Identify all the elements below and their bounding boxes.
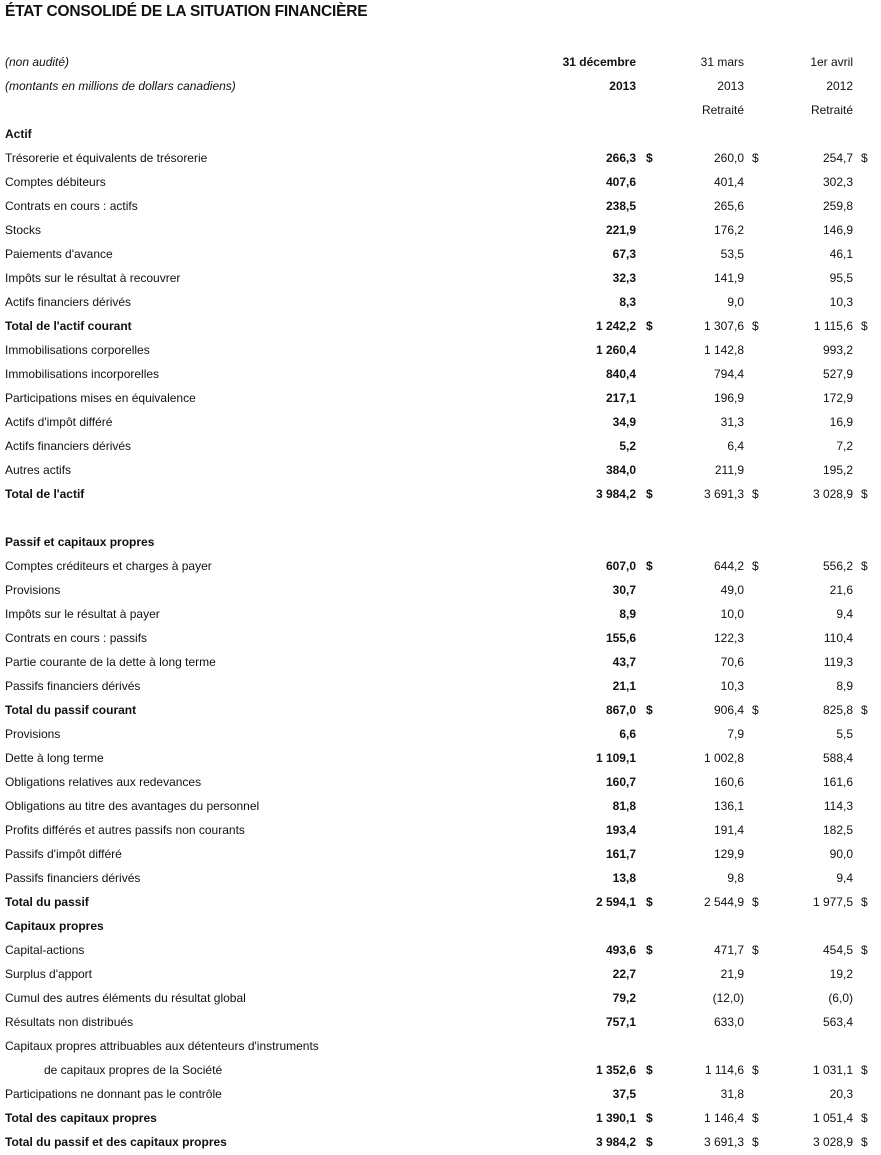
value-mar-2013: 49,0 (720, 583, 744, 597)
table-row (0, 290, 881, 314)
row-label: Paiements d'avance (5, 247, 113, 261)
row-label: Capitaux propres attribuables aux détenteurs d'instruments (5, 1039, 319, 1053)
value-mar-2013: 644,2 (713, 559, 744, 573)
value-dec-2013: 607,0 (605, 559, 636, 573)
row-label: Provisions (5, 583, 61, 597)
row-label: Passifs financiers dérivés (5, 871, 141, 885)
section-heading: Capitaux propres (5, 919, 104, 933)
value-apr-2012: 110,4 (823, 631, 853, 645)
table-row (0, 242, 881, 266)
value-dec-2013: 160,7 (605, 775, 636, 789)
table-row (0, 170, 881, 194)
value-mar-2013: 471,7 (713, 943, 744, 957)
value-dec-2013: 3 984,2 (595, 1135, 636, 1149)
row-label: Immobilisations incorporelles (5, 367, 160, 381)
value-dec-2013: 32,3 (612, 271, 636, 285)
currency-symbol: $ (752, 151, 759, 165)
currency-symbol: $ (646, 559, 653, 573)
header-col3-restated: Retraité (810, 103, 853, 117)
table-row (0, 674, 881, 698)
value-mar-2013: 265,6 (713, 199, 744, 213)
value-dec-2013: 1 260,4 (595, 343, 636, 357)
currency-symbol: $ (861, 703, 868, 717)
value-dec-2013: 867,0 (605, 703, 636, 717)
row-label: Résultats non distribués (5, 1015, 134, 1029)
row-label: Obligations au titre des avantages du personnel (5, 799, 260, 813)
currency-symbol: $ (752, 943, 759, 957)
total-row (0, 698, 881, 722)
currency-symbol: $ (646, 943, 653, 957)
header-row-3 (0, 98, 881, 122)
currency-symbol: $ (861, 1111, 868, 1125)
header-note-units: (montants en millions de dollars canadiens) (5, 79, 236, 93)
section-heading: Actif (5, 127, 32, 141)
value-dec-2013: 2 594,1 (595, 895, 636, 909)
table-row (0, 842, 881, 866)
row-label: Total du passif (5, 895, 89, 909)
header-col2-restated: Retraité (701, 103, 744, 117)
value-apr-2012: 90,0 (829, 847, 853, 861)
value-mar-2013: 401,4 (713, 175, 744, 189)
value-apr-2012: 95,5 (829, 271, 853, 285)
value-dec-2013: 757,1 (605, 1015, 636, 1029)
value-apr-2012: 172,9 (822, 391, 853, 405)
value-dec-2013: 3 984,2 (595, 487, 636, 501)
table-row (0, 962, 881, 986)
table-row (0, 362, 881, 386)
value-mar-2013: 53,5 (720, 247, 744, 261)
value-dec-2013: 8,3 (619, 295, 636, 309)
value-apr-2012: 1 031,1 (812, 1063, 853, 1077)
value-mar-2013: 10,0 (720, 607, 744, 621)
value-mar-2013: 211,9 (714, 463, 744, 477)
currency-symbol: $ (646, 703, 653, 717)
currency-symbol: $ (646, 151, 653, 165)
value-dec-2013: 266,3 (605, 151, 636, 165)
value-dec-2013: 155,6 (605, 631, 636, 645)
table-row (0, 866, 881, 890)
table-row (0, 1058, 881, 1082)
row-label: Passifs d'impôt différé (5, 847, 122, 861)
currency-symbol: $ (861, 1135, 868, 1149)
value-apr-2012: 825,8 (822, 703, 853, 717)
value-dec-2013: 5,2 (619, 439, 636, 453)
table-row (0, 986, 881, 1010)
table-row (0, 338, 881, 362)
section-heading-row (0, 530, 881, 554)
table-row (0, 386, 881, 410)
value-mar-2013: 31,3 (720, 415, 744, 429)
currency-symbol: $ (752, 487, 759, 501)
total-row (0, 1130, 881, 1154)
row-label: Contrats en cours : passifs (5, 631, 148, 645)
value-mar-2013: 1 114,6 (704, 1063, 744, 1077)
value-apr-2012: 195,2 (822, 463, 853, 477)
value-apr-2012: 993,2 (822, 343, 853, 357)
row-label: Total du passif et des capitaux propres (5, 1135, 227, 1149)
table-row (0, 410, 881, 434)
section-heading-row (0, 122, 881, 146)
value-apr-2012: 1 115,6 (813, 319, 853, 333)
value-dec-2013: 13,8 (612, 871, 636, 885)
currency-symbol: $ (752, 319, 759, 333)
total-row (0, 1106, 881, 1130)
value-mar-2013: 906,4 (713, 703, 744, 717)
header-note-unaudited: (non audité) (5, 55, 70, 69)
value-mar-2013: 9,0 (727, 295, 744, 309)
table-row (0, 794, 881, 818)
value-dec-2013: 81,8 (612, 799, 636, 813)
value-mar-2013: 196,9 (713, 391, 744, 405)
table-row (0, 1010, 881, 1034)
currency-symbol: $ (752, 1135, 759, 1149)
value-dec-2013: 79,2 (612, 991, 636, 1005)
value-dec-2013: 1 109,1 (595, 751, 636, 765)
row-label: Comptes débiteurs (5, 175, 106, 189)
table-row (0, 938, 881, 962)
value-mar-2013: 260,0 (713, 151, 744, 165)
value-apr-2012: 7,2 (836, 439, 853, 453)
value-dec-2013: 217,1 (605, 391, 636, 405)
table-row (0, 602, 881, 626)
section-heading-row (0, 914, 881, 938)
row-label: Actifs d'impôt différé (5, 415, 113, 429)
value-dec-2013: 43,7 (612, 655, 636, 669)
value-apr-2012: 454,5 (822, 943, 853, 957)
value-dec-2013: 1 390,1 (595, 1111, 636, 1125)
row-label: Surplus d'apport (5, 967, 93, 981)
table-row (0, 1034, 881, 1058)
table-row (0, 722, 881, 746)
header-row-2 (0, 74, 881, 98)
value-apr-2012: 1 977,5 (812, 895, 853, 909)
table-row (0, 578, 881, 602)
value-dec-2013: 37,5 (612, 1087, 636, 1101)
currency-symbol: $ (861, 319, 868, 333)
value-mar-2013: 136,1 (713, 799, 744, 813)
currency-symbol: $ (752, 559, 759, 573)
table-row (0, 770, 881, 794)
value-mar-2013: 1 146,4 (703, 1111, 744, 1125)
value-mar-2013: 176,2 (713, 223, 744, 237)
value-apr-2012: 3 028,9 (812, 1135, 853, 1149)
value-apr-2012: 146,9 (822, 223, 853, 237)
row-label: Actifs financiers dérivés (5, 295, 132, 309)
value-apr-2012: 5,5 (836, 727, 853, 741)
value-dec-2013: 161,7 (605, 847, 636, 861)
value-apr-2012: 114,3 (823, 799, 853, 813)
currency-symbol: $ (861, 895, 868, 909)
value-apr-2012: 1 051,4 (812, 1111, 853, 1125)
value-mar-2013: 70,6 (720, 655, 744, 669)
value-apr-2012: 21,6 (829, 583, 853, 597)
value-mar-2013: 141,9 (713, 271, 744, 285)
row-label: Contrats en cours : actifs (5, 199, 138, 213)
currency-symbol: $ (752, 703, 759, 717)
value-mar-2013: 6,4 (727, 439, 744, 453)
value-apr-2012: 9,4 (836, 607, 853, 621)
value-apr-2012: (6,0) (828, 991, 853, 1005)
value-mar-2013: 1 307,6 (703, 319, 744, 333)
header-row-1 (0, 50, 881, 74)
row-label: Impôts sur le résultat à recouvrer (5, 271, 181, 285)
value-mar-2013: 1 142,8 (703, 343, 744, 357)
value-mar-2013: (12,0) (712, 991, 744, 1005)
value-mar-2013: 2 544,9 (703, 895, 744, 909)
value-mar-2013: 160,6 (713, 775, 744, 789)
value-apr-2012: 588,4 (822, 751, 853, 765)
row-label: Stocks (5, 223, 42, 237)
value-dec-2013: 407,6 (605, 175, 636, 189)
table-row (0, 554, 881, 578)
value-dec-2013: 1 242,2 (595, 319, 636, 333)
value-mar-2013: 7,9 (727, 727, 744, 741)
value-apr-2012: 19,2 (829, 967, 853, 981)
header-col3-year: 2012 (826, 79, 853, 93)
value-apr-2012: 8,9 (836, 679, 853, 693)
table-row (0, 1082, 881, 1106)
value-dec-2013: 221,9 (605, 223, 636, 237)
value-apr-2012: 10,3 (829, 295, 853, 309)
value-apr-2012: 556,2 (822, 559, 853, 573)
row-label: Total des capitaux propres (5, 1111, 157, 1125)
total-row (0, 482, 881, 506)
currency-symbol: $ (752, 1063, 759, 1077)
value-mar-2013: 191,4 (713, 823, 744, 837)
header-col1-date: 31 décembre (562, 55, 636, 69)
row-label: Cumul des autres éléments du résultat global (5, 991, 246, 1005)
value-mar-2013: 3 691,3 (703, 487, 744, 501)
table-row (0, 434, 881, 458)
table-row (0, 818, 881, 842)
value-dec-2013: 193,4 (605, 823, 636, 837)
value-apr-2012: 527,9 (822, 367, 853, 381)
row-label: Profits différés et autres passifs non courants (5, 823, 245, 837)
header-col1-year: 2013 (609, 79, 636, 93)
value-dec-2013: 22,7 (612, 967, 636, 981)
row-label: Actifs financiers dérivés (5, 439, 132, 453)
header-col2-year: 2013 (717, 79, 744, 93)
row-label: Total du passif courant (5, 703, 137, 717)
table-row (0, 650, 881, 674)
value-apr-2012: 3 028,9 (812, 487, 853, 501)
row-label: Immobilisations corporelles (5, 343, 150, 357)
value-mar-2013: 129,9 (713, 847, 744, 861)
row-label: Obligations relatives aux redevances (5, 775, 202, 789)
currency-symbol: $ (861, 1063, 868, 1077)
value-mar-2013: 122,3 (713, 631, 744, 645)
row-label: Autres actifs (5, 463, 72, 477)
row-label: Capital-actions (5, 943, 85, 957)
value-apr-2012: 20,3 (829, 1087, 853, 1101)
row-label: de capitaux propres de la Société (44, 1063, 223, 1077)
table-row (0, 266, 881, 290)
currency-symbol: $ (752, 1111, 759, 1125)
value-dec-2013: 493,6 (605, 943, 636, 957)
currency-symbol: $ (646, 1111, 653, 1125)
row-label: Participations ne donnant pas le contrôle (5, 1087, 222, 1101)
value-apr-2012: 259,8 (822, 199, 853, 213)
table-row (0, 146, 881, 170)
value-dec-2013: 6,6 (619, 727, 636, 741)
value-mar-2013: 31,8 (720, 1087, 744, 1101)
value-mar-2013: 9,8 (727, 871, 744, 885)
total-row (0, 314, 881, 338)
value-dec-2013: 1 352,6 (595, 1063, 636, 1077)
row-label: Partie courante de la dette à long terme (5, 655, 216, 669)
header-col2-date: 31 mars (700, 55, 744, 69)
currency-symbol: $ (861, 487, 868, 501)
table-row (0, 746, 881, 770)
value-apr-2012: 563,4 (822, 1015, 853, 1029)
value-dec-2013: 238,5 (605, 199, 636, 213)
value-apr-2012: 254,7 (822, 151, 853, 165)
value-apr-2012: 119,3 (823, 655, 853, 669)
table-row (0, 458, 881, 482)
currency-symbol: $ (646, 1063, 653, 1077)
row-label: Provisions (5, 727, 61, 741)
row-label: Impôts sur le résultat à payer (5, 607, 160, 621)
value-apr-2012: 9,4 (836, 871, 853, 885)
row-label: Total de l'actif courant (5, 319, 132, 333)
table-row (0, 218, 881, 242)
value-dec-2013: 384,0 (605, 463, 636, 477)
value-apr-2012: 16,9 (829, 415, 853, 429)
value-dec-2013: 21,1 (612, 679, 636, 693)
value-mar-2013: 1 002,8 (703, 751, 744, 765)
currency-symbol: $ (752, 895, 759, 909)
row-label: Passifs financiers dérivés (5, 679, 141, 693)
currency-symbol: $ (646, 487, 653, 501)
value-mar-2013: 10,3 (720, 679, 744, 693)
value-mar-2013: 633,0 (713, 1015, 744, 1029)
currency-symbol: $ (861, 559, 868, 573)
currency-symbol: $ (861, 151, 868, 165)
total-row (0, 890, 881, 914)
section-heading: Passif et capitaux propres (5, 535, 155, 549)
currency-symbol: $ (646, 1135, 653, 1149)
header-col3-date: 1er avril (810, 55, 853, 69)
row-label: Comptes créditeurs et charges à payer (5, 559, 212, 573)
value-mar-2013: 21,9 (720, 967, 744, 981)
table-row (0, 626, 881, 650)
value-apr-2012: 46,1 (829, 247, 853, 261)
statement-title: ÉTAT CONSOLIDÉ DE LA SITUATION FINANCIÈRE (5, 3, 368, 20)
row-label: Participations mises en équivalence (5, 391, 196, 405)
table-row (0, 194, 881, 218)
value-apr-2012: 302,3 (822, 175, 853, 189)
value-mar-2013: 794,4 (713, 367, 744, 381)
row-label: Trésorerie et équivalents de trésorerie (5, 151, 208, 165)
row-label: Total de l'actif (5, 487, 85, 501)
value-dec-2013: 67,3 (612, 247, 636, 261)
currency-symbol: $ (861, 943, 868, 957)
currency-symbol: $ (646, 319, 653, 333)
value-dec-2013: 34,9 (612, 415, 636, 429)
value-mar-2013: 3 691,3 (703, 1135, 744, 1149)
value-dec-2013: 840,4 (605, 367, 636, 381)
currency-symbol: $ (646, 895, 653, 909)
value-apr-2012: 161,6 (822, 775, 853, 789)
value-dec-2013: 8,9 (619, 607, 636, 621)
value-dec-2013: 30,7 (612, 583, 636, 597)
row-label: Dette à long terme (5, 751, 104, 765)
value-apr-2012: 182,5 (822, 823, 853, 837)
